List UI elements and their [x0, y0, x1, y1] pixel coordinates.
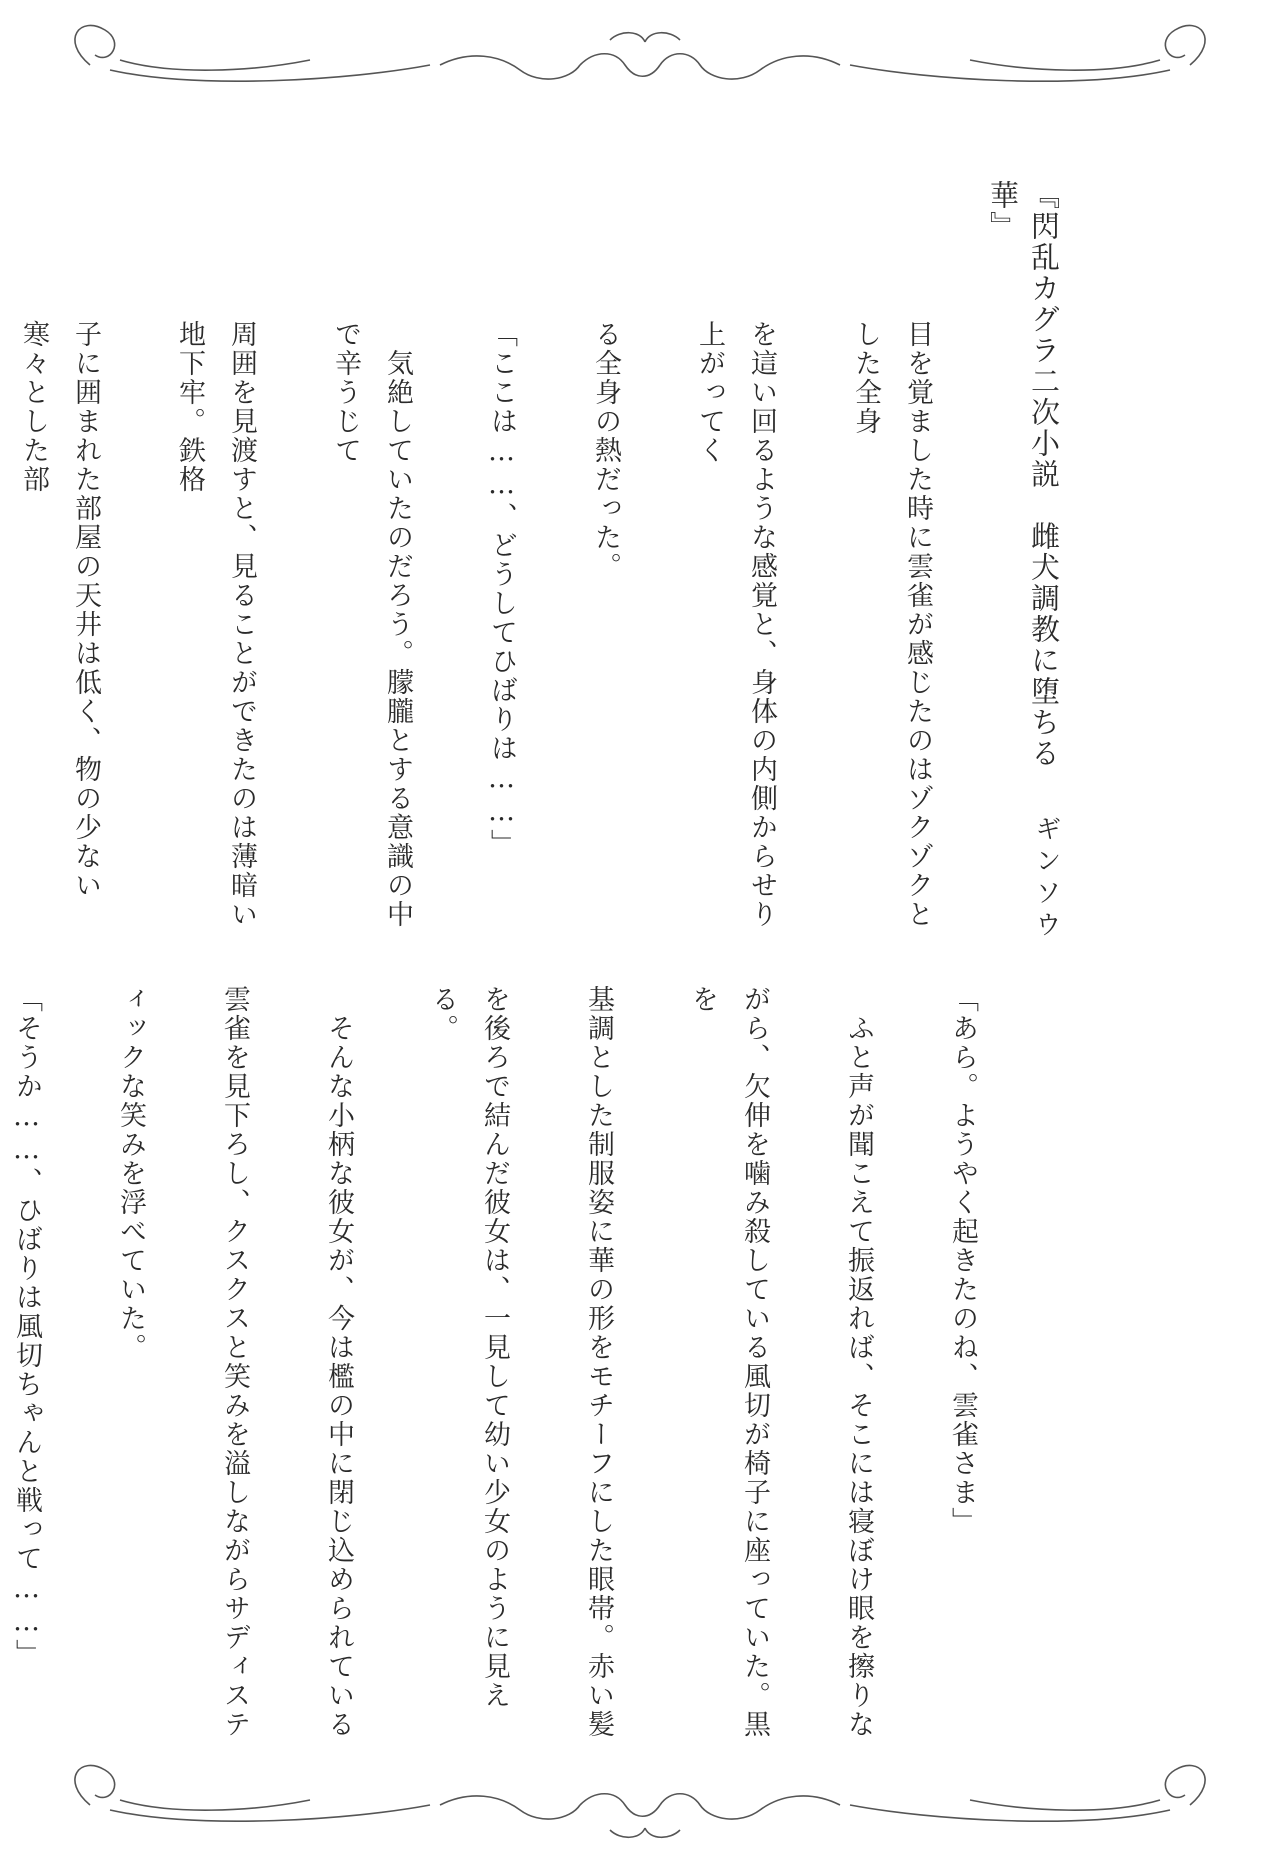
body-text-lower	[0, 985, 1040, 1745]
text-line: そんな小柄な彼女が、今は檻の中に閉じ込められている	[323, 985, 354, 1739]
text-line: 気絶していたのだろう。朦朧とする意識の中で辛うじて	[330, 320, 413, 929]
text-line: ィックな笑みを浮べていた。	[115, 985, 146, 1362]
text-line: る全身の熱だった。	[590, 320, 621, 581]
flourish-icon	[50, 1750, 1230, 1860]
text-line: 子に囲まれた部屋の天井は低く、物の少ない寒々とした部	[18, 320, 101, 900]
body-text-upper	[0, 320, 995, 940]
bottom-ornament	[50, 1750, 1230, 1860]
text-line: を後ろで結んだ彼女は、一見して幼い少女のように見える。	[427, 985, 510, 1710]
text-line: 雲雀を見下ろし、クスクスと笑みを溢しながらサディステ	[219, 985, 250, 1739]
story-title: 『閃乱カグラ二次小説 雌犬調教に堕ちる華』	[986, 180, 1061, 769]
text-line: 周囲を見渡すと、見ることができたのは薄暗い地下牢。鉄格	[174, 320, 257, 929]
text-line: を這い回るような感覚と、身体の内側からせり上がってく	[694, 320, 777, 929]
top-ornament	[50, 10, 1230, 120]
flourish-icon	[50, 10, 1230, 120]
text-line: 「あら。ようやく起きたのね、雲雀さま」	[947, 985, 978, 1536]
text-line: がら、欠伸を噛み殺している風切が椅子に座っていた。黒を	[687, 985, 770, 1739]
text-line: ふと声が聞こえて振返れば、そこには寝ぼけ眼を擦りな	[843, 985, 874, 1739]
text-line: 「そうか……、ひばりは風切ちゃんと戦って……」	[11, 985, 42, 1668]
text-line: 基調とした制服姿に華の形をモチーフにした眼帯。赤い髪	[583, 985, 614, 1739]
text-line: 「ここは……、どうしてひばりは……」	[486, 320, 517, 858]
text-line: 目を覚ました時に雲雀が感じたのはゾクゾクとした全身	[850, 320, 933, 929]
author-name: ギンソウ	[1031, 815, 1061, 943]
